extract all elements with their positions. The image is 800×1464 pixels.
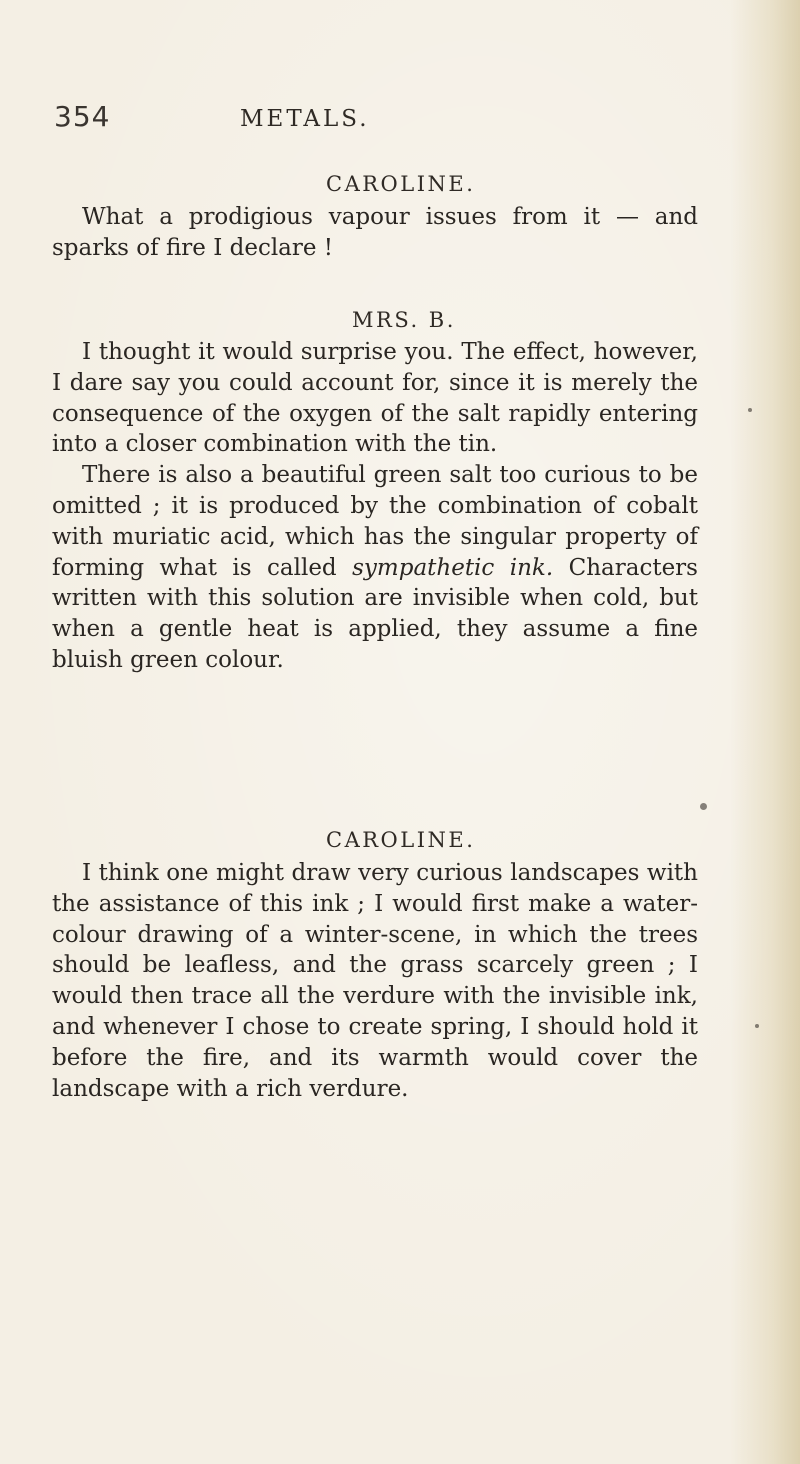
page-number: 354 [54,100,111,133]
ink-speck [755,1024,759,1028]
ink-speck [700,803,707,810]
page-edge-shadow [730,0,800,1464]
speaker-caroline: CAROLINE. [326,828,476,852]
emphasis-term: sympathetic ink. [352,554,554,581]
paragraph [52,337,698,460]
paragraph-text-before: There is also a beautiful green salt too curious to be omitted ; it is produced by the combination of cobalt with muriatic acid, which has the singular property of forming what is called [52,462,698,581]
dialogue-mrs-b [52,337,698,676]
running-head [54,100,674,144]
ink-speck [748,408,752,412]
paragraph-text-after: Characters written with this solution are invisible when cold, but when a gentle heat is applied, they assume a fine bluish green colour. [52,554,698,673]
running-title: METALS. [240,106,370,132]
paragraph-text: I think one might draw very curious landscapes with the assistance of this ink ; I would first make a water-colour drawing of a winter-scene, in which the trees should be leafless, and the grass scarcely green ; I would then trace all the verdure with the invisible ink, and whenever I chose to create spring, I should hold it before the fire, and its warmth would cover the landscape with a rich verdure. [52,860,698,1102]
speaker-caroline: CAROLINE. [326,172,476,196]
paragraph [52,460,698,676]
paragraph [52,858,698,1104]
paragraph-text: I thought it would surprise you. The effect, however, I dare say you could account for, since it is merely the consequence of the oxygen of the salt rapidly entering into a closer combination with the tin. [52,339,698,458]
paragraph-text: What a prodigious vapour issues from it — and sparks of fire I declare ! [52,204,698,261]
dialogue-caroline-1 [52,202,698,264]
dialogue-caroline-2 [52,858,698,1104]
speaker-mrs-b: MRS. B. [352,308,456,332]
paragraph [52,202,698,264]
